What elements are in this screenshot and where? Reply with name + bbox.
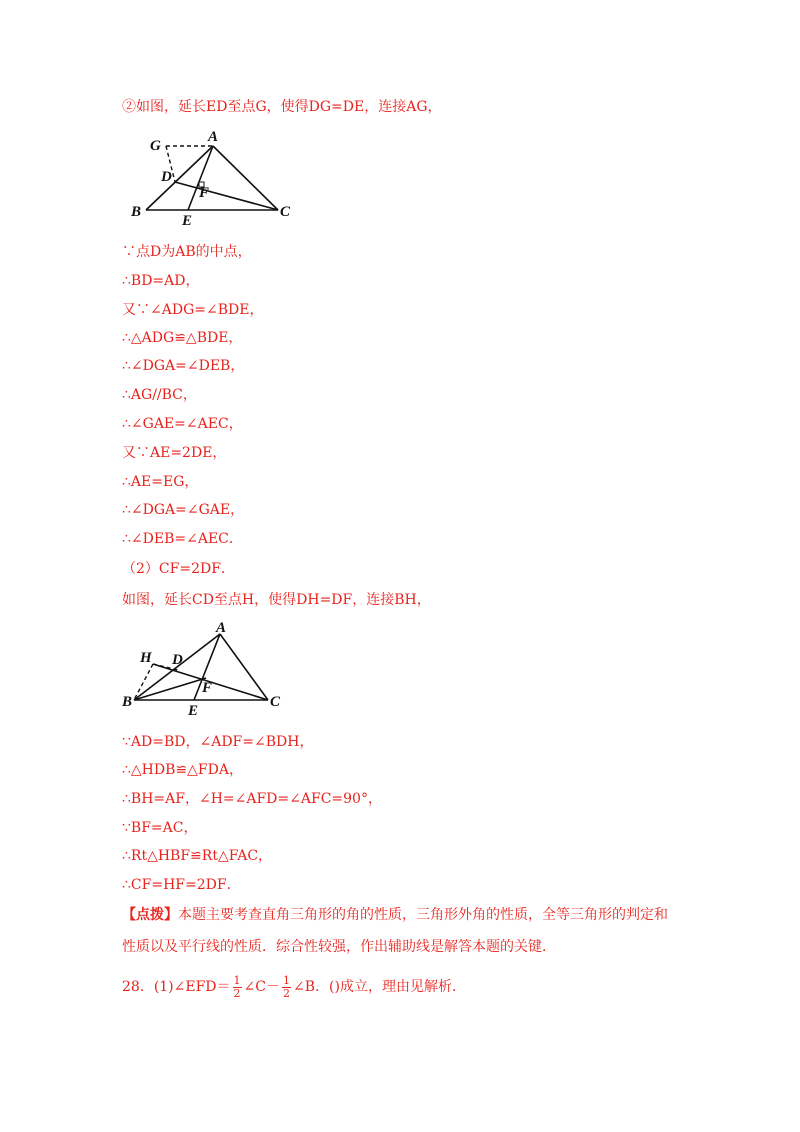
part2-step-6: ∴CF=HF=2DF． <box>122 877 241 893</box>
q28-mid: ∠C－ <box>243 979 280 995</box>
fig1-label-G: G <box>150 138 161 154</box>
fig2-label-D: D <box>172 652 183 668</box>
part2-heading: （2）CF=2DF． <box>122 561 235 577</box>
part1-step-4: ∴△ADG≌△BDE， <box>122 330 243 346</box>
part1-step-8: 又∵AE=2DE， <box>122 445 227 461</box>
figure-2-triangle <box>120 620 290 718</box>
part2-step-3: ∴BH=AF，∠H=∠AFD=∠AFC=90°， <box>122 791 382 807</box>
fig1-label-A: A <box>208 129 219 145</box>
part2-step-2: ∴△HDB≌△FDA， <box>122 762 243 778</box>
fig1-label-C: C <box>280 204 291 220</box>
part1-step-3: 又∵∠ADG=∠BDE， <box>122 302 264 318</box>
fig2-label-C: C <box>270 694 281 710</box>
figure-1-triangle <box>128 128 298 228</box>
part1-step-5: ∴∠DGA=∠DEB， <box>122 358 245 374</box>
part1-step-11: ∴∠DEB=∠AEC． <box>122 531 243 547</box>
part1-step-10: ∴∠DGA=∠GAE， <box>122 502 245 518</box>
fig1-label-F: F <box>199 185 210 201</box>
part1-intro: ②如图，延长ED至点G，使得DG=DE，连接AG， <box>122 99 442 115</box>
part1-step-2: ∴BD=AD， <box>122 273 200 289</box>
fig1-label-D: D <box>161 169 172 185</box>
part1-step-1: ∵点D为AB的中点， <box>122 244 252 260</box>
fig1-label-B: B <box>131 204 142 220</box>
part1-step-9: ∴AE=EG， <box>122 474 199 490</box>
part2-step-4: ∵BF=AC， <box>122 820 198 836</box>
fig2-label-F: F <box>202 680 213 696</box>
q28-suffix: ∠B．()成立，理由见解析． <box>293 979 466 995</box>
comment-line-1 <box>122 905 668 925</box>
part2-intro: 如图，延长CD至点H，使得DH=DF，连接BH， <box>122 592 431 608</box>
q28-line <box>122 972 466 1002</box>
part1-step-6: ∴AG//BC， <box>122 387 197 403</box>
part2-step-5: ∴Rt△HBF≌Rt△FAC， <box>122 848 273 864</box>
comment-text-1: 本题主要考查直角三角形的角的性质，三角形外角的性质，全等三角形的判定和 <box>178 907 668 923</box>
part2-step-1: ∵AD=BD，∠ADF=∠BDH， <box>122 734 314 750</box>
q28-prefix: 28．(1)∠EFD＝ <box>122 979 231 995</box>
comment-line-2: 性质以及平行线的性质．综合性较强，作出辅助线是解答本题的关键． <box>122 939 556 955</box>
fig2-label-E: E <box>188 703 199 718</box>
fig2-label-B: B <box>122 694 133 710</box>
part1-step-7: ∴∠GAE=∠AEC， <box>122 416 243 432</box>
q28-fraction-2: $\frac{1}{2}$ <box>283 973 290 1000</box>
comment-tag: 【点拨】 <box>122 907 178 923</box>
fig2-label-H: H <box>140 650 152 666</box>
fig2-label-A: A <box>216 620 227 636</box>
fig1-label-E: E <box>182 213 193 228</box>
q28-fraction-1: $\frac{1}{2}$ <box>233 973 241 1000</box>
fig2-line-AC <box>220 634 268 700</box>
